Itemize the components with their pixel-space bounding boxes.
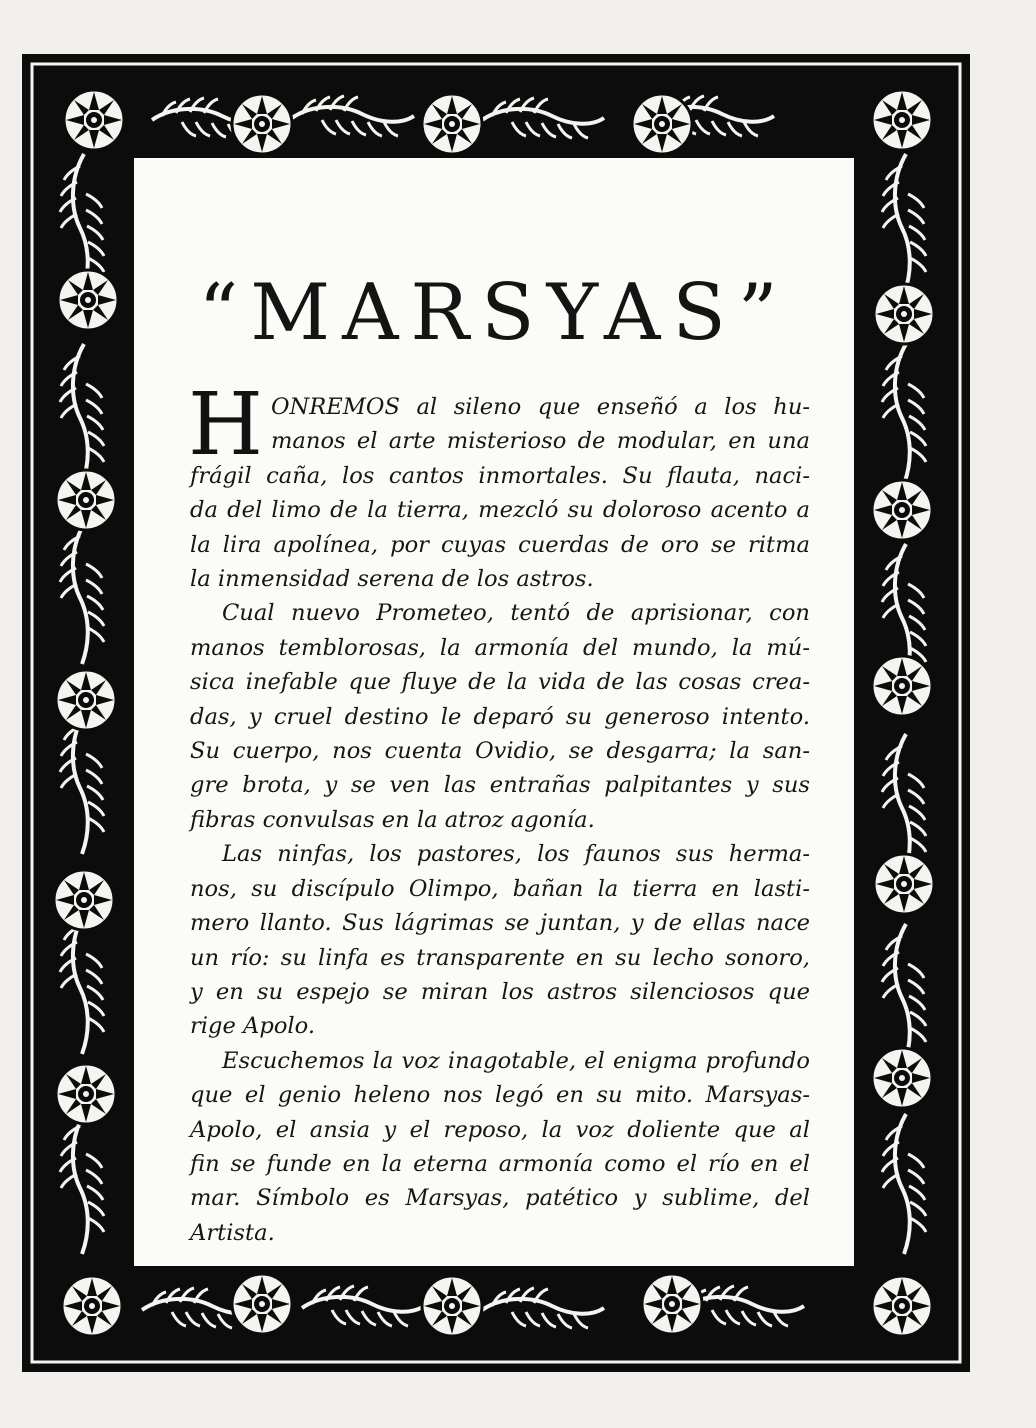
text-line: rige Apolo.	[190, 1013, 316, 1040]
text-line: das, y cruel destino le deparó su generoso intento.	[190, 703, 810, 730]
text-line: manos el arte misterioso de modular, en una	[271, 428, 810, 455]
text-line: que el genio heleno nos legó en su mito. Marsyas-	[190, 1082, 810, 1109]
text-line: Cual nuevo Prometeo, tentó de aprisionar, con	[222, 600, 810, 627]
decorative-frame	[22, 54, 970, 1372]
text-line: la inmensidad serena de los astros.	[190, 566, 594, 593]
text-line: frágil caña, los cantos inmortales. Su flauta, naci-	[190, 462, 810, 489]
text-line: mar. Símbolo es Marsyas, patético y sublime, del	[190, 1185, 810, 1212]
article-body	[188, 375, 810, 1250]
text-line: fibras convulsas en la atroz agonía.	[190, 806, 595, 833]
text-line: sica inefable que fluye de la vida de las cosas crea-	[190, 669, 810, 696]
paragraph-3	[190, 837, 810, 1043]
page-title: “MARSYAS”	[198, 268, 790, 358]
drop-cap: H	[188, 375, 263, 475]
paragraph-1	[188, 375, 810, 596]
paragraph-2	[190, 596, 810, 837]
text-panel	[134, 158, 854, 1266]
text-line: gre brota, y se ven las entrañas palpitantes y sus	[190, 772, 810, 799]
text-line: nos, su discípulo Olimpo, bañan la tierra en lasti-	[190, 875, 810, 902]
text-line: manos temblorosas, la armonía del mundo, la mú-	[190, 634, 810, 661]
text-line: la lira apolínea, por cuyas cuerdas de oro se ritma	[190, 531, 810, 558]
paragraph-4	[190, 1044, 810, 1250]
text-line: Apolo, el ansia y el reposo, la voz doliente que al	[190, 1116, 810, 1143]
text-line: mero llanto. Sus lágrimas se juntan, y de ellas nace	[190, 910, 810, 937]
text-line: un río: su linfa es transparente en su lecho sonoro,	[190, 944, 810, 971]
text-line: ONREMOS al sileno que enseñó a los hu-	[271, 394, 810, 420]
text-line: Artista.	[190, 1219, 275, 1246]
text-line: fin se funde en la eterna armonía como el río en el	[190, 1150, 810, 1177]
text-line: Las ninfas, los pastores, los faunos sus herma-	[222, 841, 810, 868]
text-line: Escuchemos la voz inagotable, el enigma profundo	[222, 1047, 810, 1074]
text-line: y en su espejo se miran los astros silenciosos que	[190, 978, 810, 1005]
text-line: da del limo de la tierra, mezcló su doloroso acento a	[190, 497, 810, 524]
text-line: Su cuerpo, nos cuenta Ovidio, se desgarra; la san-	[190, 738, 810, 765]
